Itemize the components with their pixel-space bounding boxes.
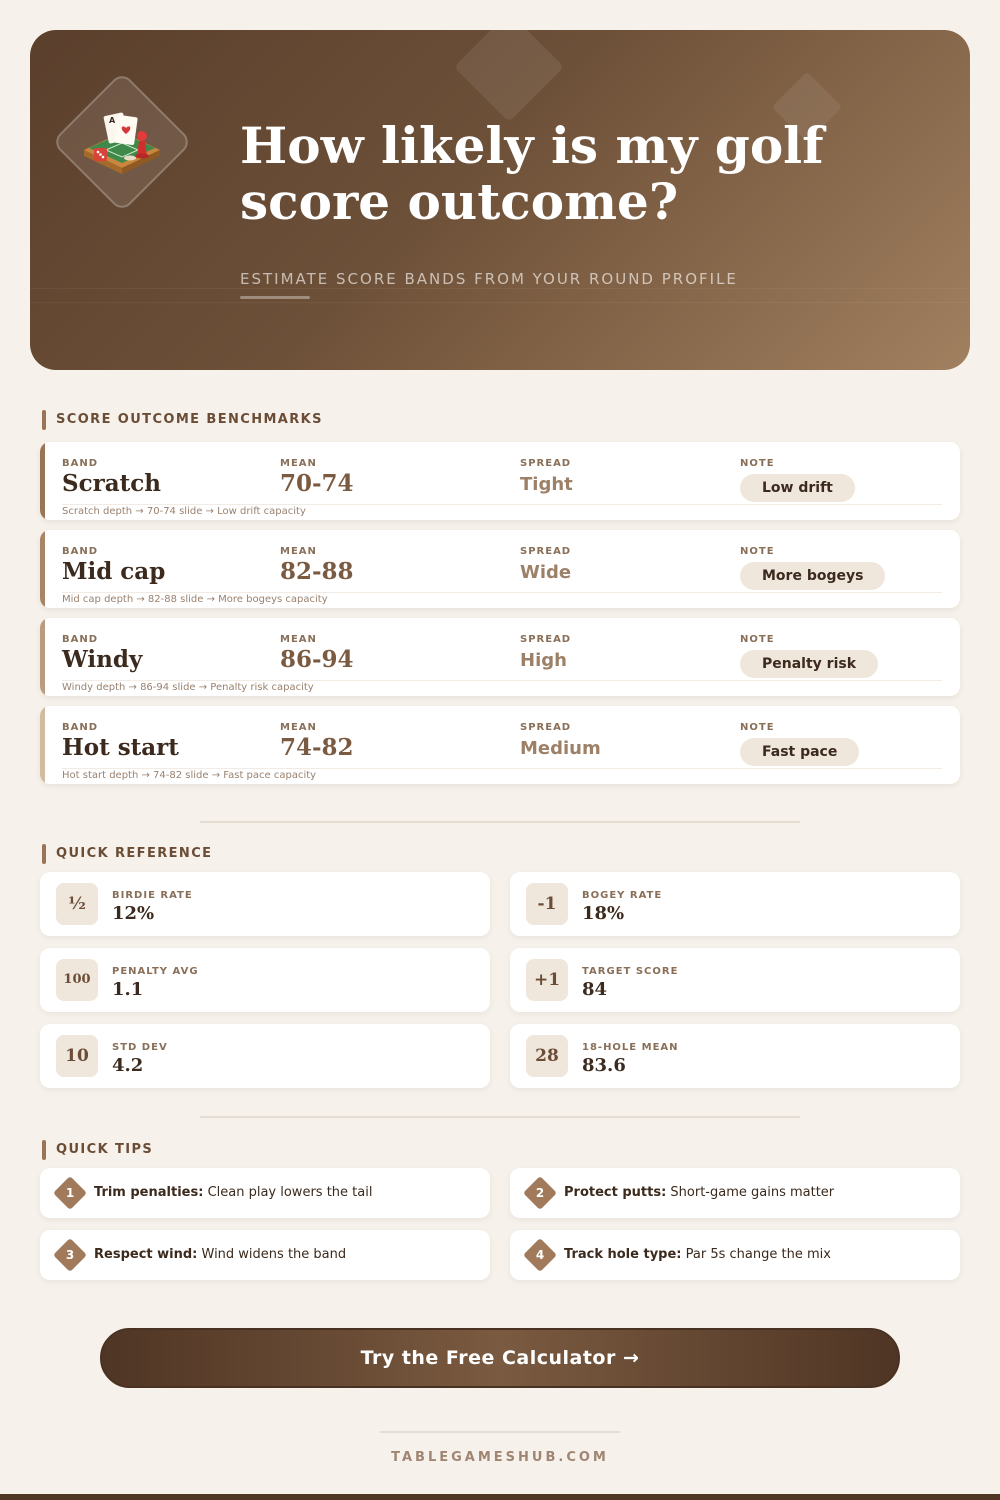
free-calculator-button[interactable]: Try the Free Calculator →: [100, 1328, 900, 1388]
spread-value: High: [520, 650, 567, 671]
row-divider: [62, 768, 942, 769]
spread-column-label: SPREAD: [520, 634, 572, 645]
band-column-label: BAND: [62, 722, 99, 733]
note-column-label: NOTE: [740, 634, 775, 645]
table-game-icon: [72, 92, 172, 192]
reference-badge: -1: [526, 883, 568, 925]
section-heading-reference: QUICK REFERENCE: [42, 844, 212, 864]
reference-badge: +1: [526, 959, 568, 1001]
page-subtitle: ESTIMATE SCORE BANDS FROM YOUR ROUND PROFILE: [240, 270, 738, 288]
reference-card: [510, 948, 960, 1012]
band-value: Windy: [62, 646, 143, 673]
tip-text: [94, 1185, 372, 1200]
spread-column-label: SPREAD: [520, 722, 572, 733]
tip-number: 1: [65, 1186, 75, 1200]
tip-title: Protect putts:: [564, 1185, 667, 1200]
reference-value: 83.6: [582, 1055, 626, 1076]
reference-card: [510, 1024, 960, 1088]
note-badge: Low drift: [740, 474, 855, 502]
benchmark-row: [40, 618, 960, 696]
spread-value: Tight: [520, 474, 573, 495]
tip-title: Track hole type:: [564, 1247, 682, 1262]
band-column-label: BAND: [62, 546, 99, 557]
row-footnote: Windy depth → 86-94 slide → Penalty risk capacity: [62, 682, 314, 693]
tip-body: Short-game gains matter: [670, 1185, 835, 1200]
tip-body: Par 5s change the mix: [685, 1247, 831, 1262]
reference-badge: ½: [56, 883, 98, 925]
bottom-bar: [0, 1494, 1000, 1500]
page-title: How likely is my golf score outcome?: [240, 116, 824, 231]
section-heading-benchmarks: SCORE OUTCOME BENCHMARKS: [42, 410, 323, 430]
tip-number: 3: [65, 1248, 75, 1262]
note-column-label: NOTE: [740, 722, 775, 733]
note-badge: Penalty risk: [740, 650, 878, 678]
reference-label: 18-HOLE MEAN: [582, 1042, 679, 1053]
note-column-label: NOTE: [740, 458, 775, 469]
tip-number-badge: [54, 1239, 86, 1271]
row-divider: [62, 592, 942, 593]
benchmark-row: [40, 442, 960, 520]
reference-badge: 100: [56, 959, 98, 1001]
note-badge: Fast pace: [740, 738, 859, 766]
reference-card: [40, 948, 490, 1012]
note-badge: More bogeys: [740, 562, 885, 590]
row-divider: [62, 680, 942, 681]
section-heading-tips: QUICK TIPS: [42, 1140, 153, 1160]
tip-number: 2: [535, 1186, 545, 1200]
mean-value: 86-94: [280, 646, 354, 673]
reference-value: 84: [582, 979, 608, 1000]
benchmark-row: [40, 530, 960, 608]
reference-card: [40, 872, 490, 936]
section-divider: [200, 1116, 800, 1118]
band-column-label: BAND: [62, 458, 99, 469]
tip-card: [40, 1230, 490, 1280]
tip-number-badge: [524, 1177, 556, 1209]
tip-card: [510, 1230, 960, 1280]
tip-text: [564, 1185, 834, 1200]
mean-column-label: MEAN: [280, 546, 317, 557]
spread-column-label: SPREAD: [520, 458, 572, 469]
decorative-diamond: [454, 30, 564, 122]
mean-value: 74-82: [280, 734, 354, 761]
note-column-label: NOTE: [740, 546, 775, 557]
section-divider: [200, 821, 800, 823]
spread-column-label: SPREAD: [520, 546, 572, 557]
row-accent: [40, 442, 45, 520]
tip-card: [510, 1168, 960, 1218]
spread-value: Medium: [520, 738, 601, 759]
tip-number-badge: [524, 1239, 556, 1271]
band-column-label: BAND: [62, 634, 99, 645]
mean-column-label: MEAN: [280, 634, 317, 645]
reference-value: 12%: [112, 903, 155, 924]
tip-number: 4: [535, 1248, 545, 1262]
spread-value: Wide: [520, 562, 572, 583]
subtitle-underline: [240, 296, 310, 299]
reference-label: PENALTY AVG: [112, 966, 199, 977]
reference-card: [40, 1024, 490, 1088]
tip-number-badge: [54, 1177, 86, 1209]
tip-text: [94, 1247, 346, 1262]
tip-body: Clean play lowers the tail: [207, 1185, 373, 1200]
site-name[interactable]: TABLEGAMESHUB.COM: [391, 1450, 609, 1465]
mean-column-label: MEAN: [280, 458, 317, 469]
decorative-line: [30, 288, 970, 289]
reference-value: 4.2: [112, 1055, 144, 1076]
row-accent: [40, 618, 45, 696]
benchmark-row: [40, 706, 960, 784]
reference-card: [510, 872, 960, 936]
decorative-line: [30, 302, 970, 303]
reference-label: TARGET SCORE: [582, 966, 679, 977]
reference-badge: 28: [526, 1035, 568, 1077]
tip-body: Wind widens the band: [201, 1247, 347, 1262]
tip-card: [40, 1168, 490, 1218]
reference-label: STD DEV: [112, 1042, 168, 1053]
tip-title: Respect wind:: [94, 1247, 198, 1262]
svg-text:A: A: [109, 116, 116, 125]
tip-title: Trim penalties:: [94, 1185, 204, 1200]
row-accent: [40, 530, 45, 608]
row-footnote: Scratch depth → 70-74 slide → Low drift capacity: [62, 506, 306, 517]
hero-banner: [30, 30, 970, 370]
reference-value: 18%: [582, 903, 625, 924]
reference-label: BOGEY RATE: [582, 890, 663, 901]
reference-value: 1.1: [112, 979, 144, 1000]
band-value: Scratch: [62, 470, 161, 497]
tip-text: [564, 1247, 831, 1262]
mean-value: 82-88: [280, 558, 354, 585]
footer-divider: [380, 1431, 620, 1433]
row-footnote: Mid cap depth → 82-88 slide → More bogeys capacity: [62, 594, 328, 605]
band-value: Hot start: [62, 734, 179, 761]
row-accent: [40, 706, 45, 784]
mean-column-label: MEAN: [280, 722, 317, 733]
reference-badge: 10: [56, 1035, 98, 1077]
reference-label: BIRDIE RATE: [112, 890, 193, 901]
band-value: Mid cap: [62, 558, 166, 585]
row-footnote: Hot start depth → 74-82 slide → Fast pace capacity: [62, 770, 317, 781]
mean-value: 70-74: [280, 470, 354, 497]
row-divider: [62, 504, 942, 505]
